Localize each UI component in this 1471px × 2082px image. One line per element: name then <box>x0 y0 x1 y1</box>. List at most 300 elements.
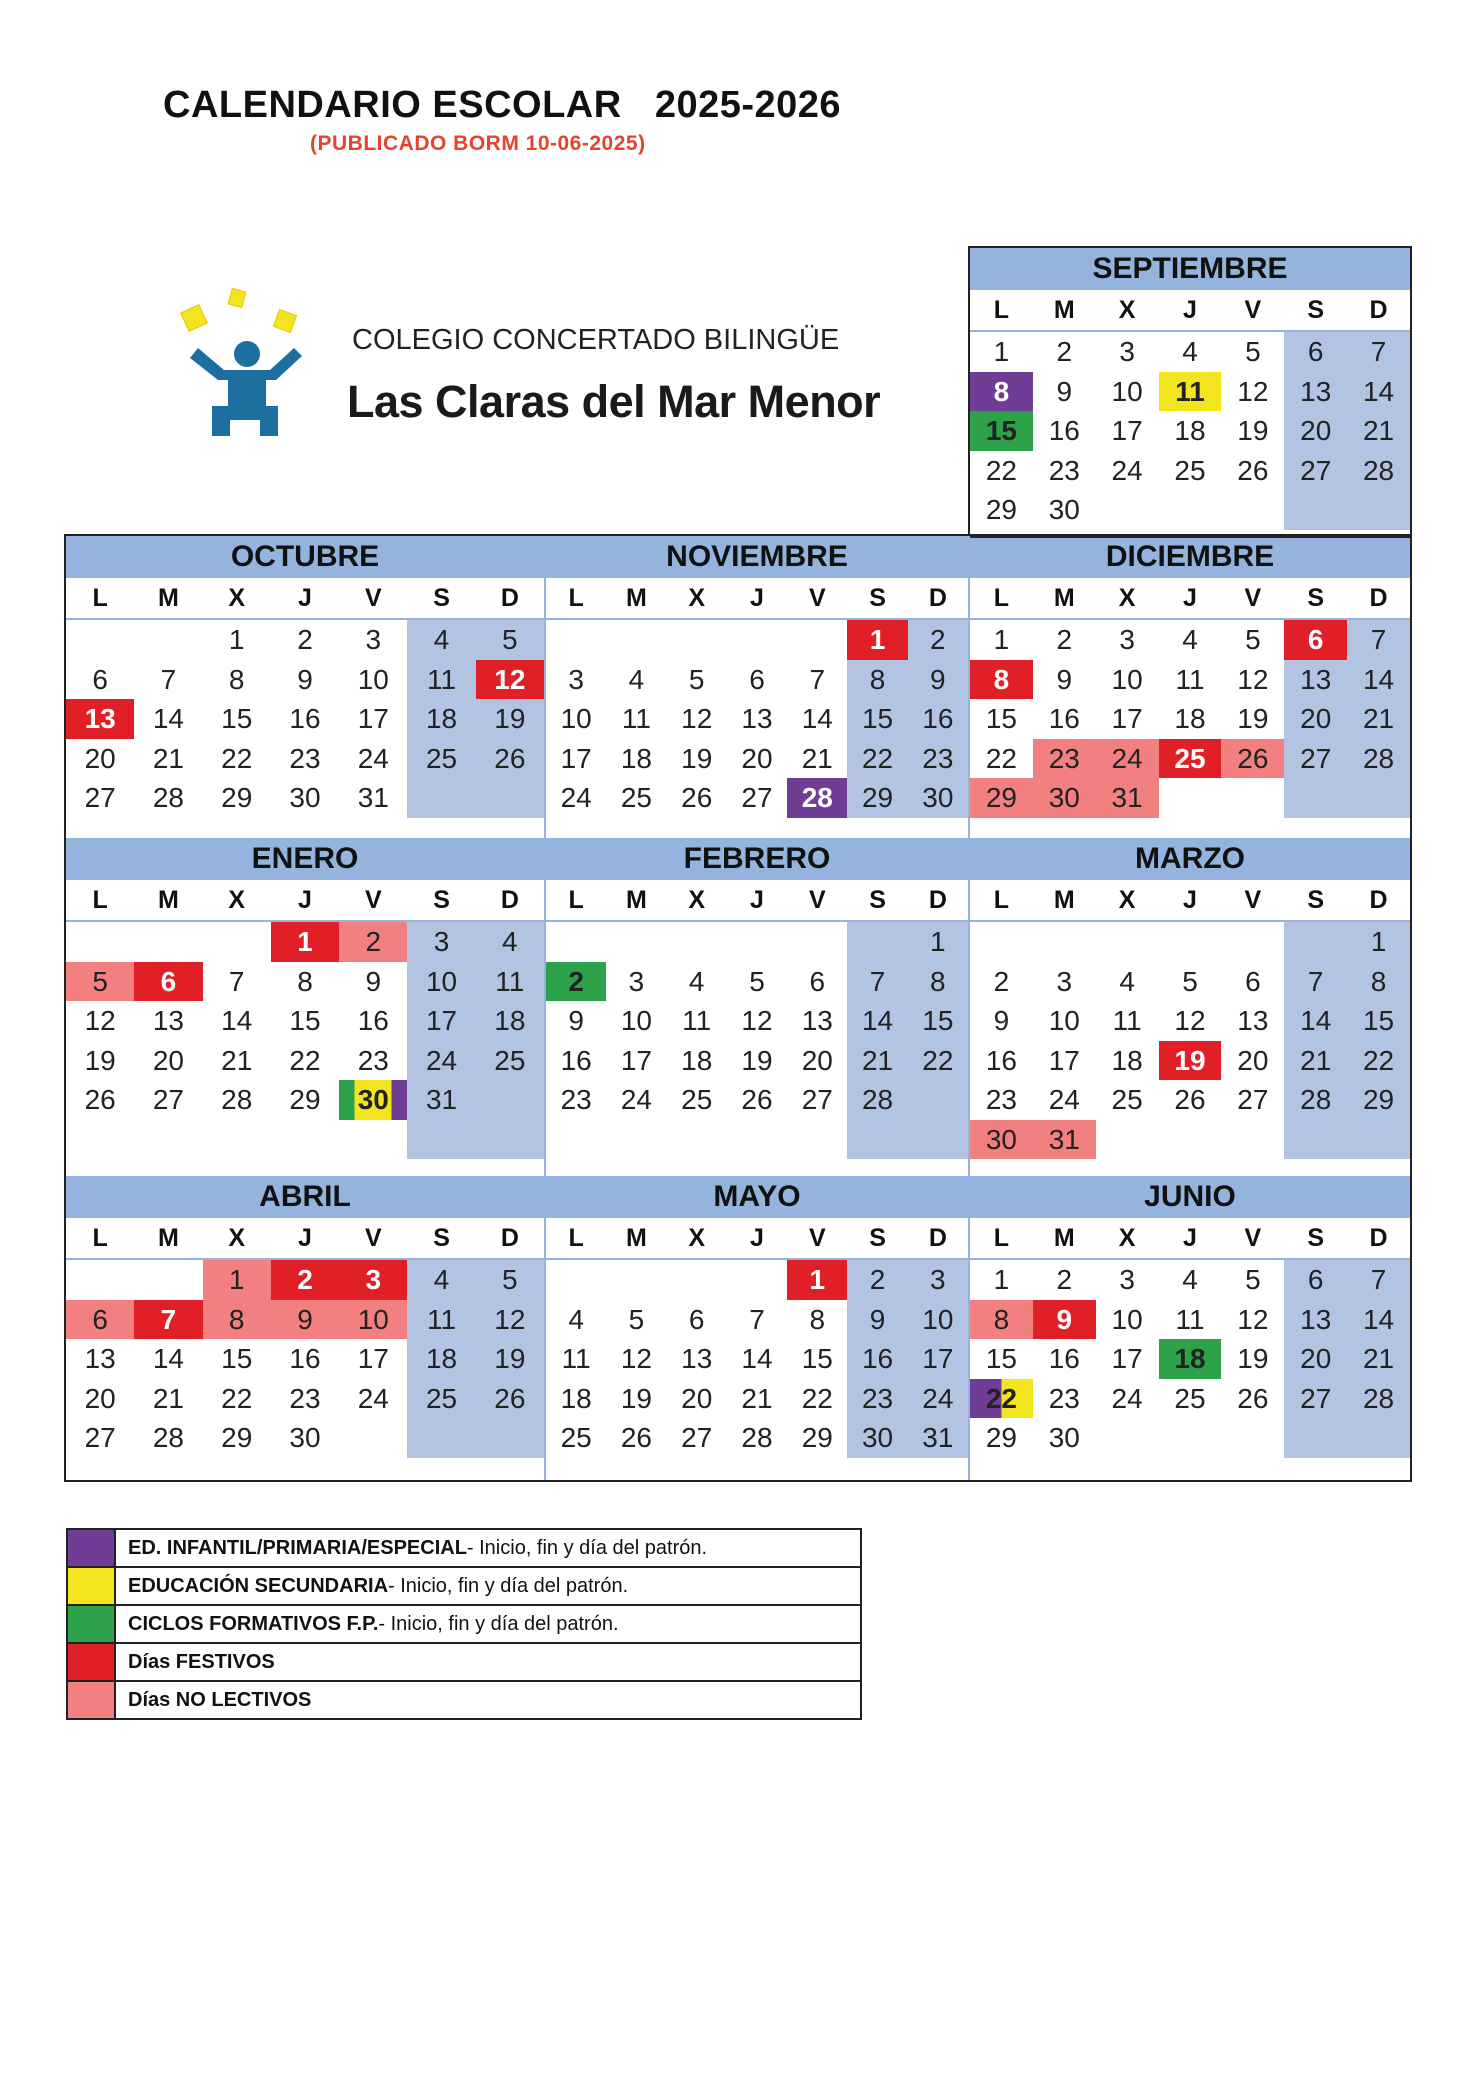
day-cell: 27 <box>741 782 773 813</box>
month-febrero <box>546 838 968 1159</box>
day-cell: 25 <box>1174 1382 1206 1414</box>
day-cell: 28 <box>152 782 184 813</box>
day-cell: 29 <box>985 494 1017 525</box>
day-cell: 9 <box>568 1005 584 1036</box>
day-cell: 8 <box>809 1303 826 1335</box>
empty-cell <box>606 922 666 962</box>
day-cell: 24 <box>620 1084 652 1115</box>
day-cell: 27 <box>1284 451 1347 491</box>
day-cell: 11 <box>1112 1005 1142 1036</box>
day-cell: 29 <box>970 778 1033 818</box>
day-cell: 21 <box>1347 1339 1410 1379</box>
weekday-label: V <box>1244 296 1262 324</box>
day-cell: 11 <box>621 703 651 734</box>
day-cell: 6 <box>1284 332 1347 372</box>
empty-cell <box>667 922 727 962</box>
empty-cell <box>667 1260 727 1300</box>
day-cell: 3 <box>1119 624 1135 655</box>
day-cell: 12 <box>1237 663 1269 695</box>
day-cell: 18 <box>1159 1339 1222 1379</box>
day-cell: 22 <box>289 1044 321 1076</box>
empty-cell <box>476 1418 544 1458</box>
day-grid <box>970 922 1410 1159</box>
day-cell: 6 <box>92 663 108 695</box>
weekday-header <box>546 880 968 922</box>
day-cell: 18 <box>1111 1044 1143 1076</box>
day-cell: 20 <box>84 1382 116 1414</box>
empty-cell <box>1221 490 1284 530</box>
legend-swatch-secundaria <box>68 1568 116 1604</box>
day-cell: 14 <box>221 1005 253 1036</box>
weekday-header <box>970 1218 1410 1260</box>
empty-cell <box>546 1260 606 1300</box>
day-cell: 27 <box>1284 1379 1347 1419</box>
day-cell: 1 <box>993 624 1010 655</box>
day-cell: 6 <box>809 965 826 997</box>
weekday-label: V <box>364 584 382 612</box>
day-cell: 7 <box>749 1303 765 1335</box>
empty-cell <box>787 922 847 962</box>
day-cell: 26 <box>1237 454 1269 486</box>
day-cell: 16 <box>1048 415 1080 446</box>
day-cell: 2 <box>297 624 313 655</box>
day-cell: 23 <box>908 739 968 779</box>
day-cell: 30 <box>289 782 321 813</box>
day-cell: 10 <box>560 703 592 734</box>
day-cell: 15 <box>985 703 1017 734</box>
day-cell: 20 <box>1284 1339 1347 1379</box>
day-cell: 12 <box>84 1005 116 1036</box>
day-cell: 26 <box>1237 1382 1269 1414</box>
day-cell: 10 <box>407 962 475 1002</box>
month-diciembre <box>970 536 1410 818</box>
day-cell: 7 <box>847 962 907 1002</box>
day-cell: 14 <box>1284 1001 1347 1041</box>
day-cell: 1 <box>908 922 968 962</box>
day-cell: 2 <box>339 922 407 962</box>
day-cell: 11 <box>1175 1303 1205 1335</box>
month-title: MAYO <box>546 1176 968 1218</box>
day-cell: 17 <box>1111 415 1143 446</box>
month-enero <box>66 838 544 1159</box>
day-cell: 16 <box>560 1044 592 1076</box>
day-cell: 10 <box>357 663 389 695</box>
legend-label-secundaria: EDUCACIÓN SECUNDARIA <box>128 1575 389 1597</box>
day-cell: 7 <box>1347 1260 1410 1300</box>
empty-cell <box>1284 922 1347 962</box>
day-cell: 25 <box>1111 1084 1143 1115</box>
day-cell: 16 <box>289 1343 321 1374</box>
day-cell: 3 <box>365 624 382 655</box>
day-cell: 25 <box>407 739 475 779</box>
legend-swatch-no-lectivos <box>68 1682 116 1718</box>
day-cell: 15 <box>847 699 907 739</box>
weekday-label: S <box>433 584 450 612</box>
day-cell: 16 <box>908 699 968 739</box>
day-cell: 26 <box>1221 739 1284 779</box>
empty-cell <box>66 1120 134 1160</box>
day-cell: 6 <box>688 1303 705 1335</box>
day-cell: 25 <box>1174 454 1206 486</box>
day-grid <box>66 922 544 1159</box>
day-cell: 16 <box>985 1044 1017 1076</box>
day-grid <box>66 1260 544 1458</box>
day-cell: 1 <box>1347 922 1410 962</box>
empty-cell <box>1159 778 1222 818</box>
day-cell: 2 <box>271 1260 339 1300</box>
day-cell: 10 <box>620 1005 652 1036</box>
weekday-label: L <box>92 584 108 612</box>
day-cell: 17 <box>1048 1044 1080 1076</box>
day-cell: 23 <box>1048 454 1080 486</box>
weekday-label: M <box>158 584 179 612</box>
empty-cell <box>407 1120 475 1160</box>
day-cell: 5 <box>1245 336 1261 367</box>
school-name: Las Claras del Mar Menor <box>347 376 881 427</box>
day-cell: 25 <box>620 782 652 813</box>
day-cell: 19 <box>620 1382 652 1414</box>
day-cell: 28 <box>1347 739 1410 779</box>
day-cell: 8 <box>908 962 968 1002</box>
day-cell: 5 <box>749 965 765 997</box>
day-cell: 4 <box>628 663 645 695</box>
legend-swatch-ciclos <box>68 1606 116 1642</box>
empty-cell <box>727 922 787 962</box>
day-cell: 7 <box>134 1300 202 1340</box>
month-title: NOVIEMBRE <box>546 536 968 578</box>
school-type: COLEGIO CONCERTADO BILINGÜE <box>352 324 840 356</box>
day-cell: 24 <box>908 1379 968 1419</box>
day-cell: 26 <box>741 1084 773 1115</box>
day-cell: 26 <box>476 1379 544 1419</box>
day-cell: 18 <box>407 699 475 739</box>
weekday-label: S <box>869 886 886 914</box>
month-title: SEPTIEMBRE <box>970 248 1410 290</box>
weekday-header <box>66 578 544 620</box>
day-cell: 14 <box>1347 660 1410 700</box>
day-cell: 12 <box>620 1343 652 1374</box>
weekday-label: M <box>1053 1224 1075 1252</box>
day-grid <box>970 332 1410 530</box>
day-cell: 4 <box>1182 1264 1198 1295</box>
legend-label-no-lectivos: Días NO LECTIVOS <box>128 1689 312 1711</box>
empty-cell <box>203 1120 271 1160</box>
day-cell: 27 <box>1237 1084 1269 1115</box>
empty-cell <box>727 1120 787 1160</box>
weekday-label: X <box>228 886 246 914</box>
day-cell: 23 <box>289 1382 321 1414</box>
day-cell: 10 <box>1048 1005 1080 1036</box>
empty-cell <box>134 922 202 962</box>
day-cell: 8 <box>203 1300 271 1340</box>
empty-cell <box>134 620 202 660</box>
publication-note: (PUBLICADO BORM 10-06-2025) <box>310 132 646 155</box>
month-title: DICIEMBRE <box>970 536 1410 578</box>
day-cell: 5 <box>1245 1264 1261 1295</box>
day-cell: 23 <box>560 1084 592 1115</box>
weekday-label: J <box>1183 886 1197 914</box>
day-cell: 27 <box>1284 739 1347 779</box>
day-cell: 13 <box>1284 372 1347 412</box>
day-cell: 15 <box>1347 1001 1410 1041</box>
day-cell: 9 <box>271 1300 339 1340</box>
weekday-label: D <box>928 886 947 914</box>
column-divider <box>968 536 970 1480</box>
day-cell: 22 <box>221 1382 253 1414</box>
day-cell: 28 <box>1347 451 1410 491</box>
empty-cell <box>1159 1418 1222 1458</box>
weekday-label: X <box>688 584 706 612</box>
empty-cell <box>407 778 475 818</box>
empty-cell <box>66 1260 134 1300</box>
day-cell: 15 <box>801 1343 833 1374</box>
weekday-label: V <box>1244 1224 1262 1252</box>
empty-cell <box>476 1120 544 1160</box>
day-cell: 17 <box>407 1001 475 1041</box>
day-cell: 19 <box>1237 415 1269 446</box>
day-cell: 9 <box>1056 663 1073 695</box>
day-cell: 24 <box>1048 1084 1080 1115</box>
day-cell: 18 <box>476 1001 544 1041</box>
empty-cell <box>476 1080 544 1120</box>
day-cell: 14 <box>1347 372 1410 412</box>
day-cell: 10 <box>1111 1303 1143 1335</box>
empty-cell <box>787 620 847 660</box>
day-cell: 11 <box>407 660 475 700</box>
day-cell: 29 <box>1347 1080 1410 1120</box>
weekday-label: S <box>1307 1224 1325 1252</box>
day-cell: 22 <box>908 1041 968 1081</box>
day-cell: 8 <box>228 663 245 695</box>
day-cell: 3 <box>339 1260 407 1300</box>
weekday-label: V <box>364 886 382 914</box>
empty-cell <box>1284 490 1347 530</box>
day-cell: 21 <box>847 1041 907 1081</box>
day-cell: 20 <box>84 742 116 774</box>
day-cell: 16 <box>1048 1343 1080 1374</box>
day-cell: 12 <box>476 660 544 700</box>
day-cell: 22 <box>985 742 1017 774</box>
day-cell: 30 <box>1033 778 1096 818</box>
legend-row-festivos <box>68 1644 860 1682</box>
day-grid <box>546 1260 968 1458</box>
weekday-label: S <box>1307 886 1325 914</box>
month-noviembre <box>546 536 968 818</box>
day-cell: 27 <box>681 1422 713 1453</box>
day-cell: 9 <box>1056 375 1073 407</box>
empty-cell <box>271 1120 339 1160</box>
day-cell: 1 <box>993 1264 1010 1295</box>
day-cell: 13 <box>1284 660 1347 700</box>
month-mayo <box>546 1176 968 1458</box>
legend-swatch-infantil <box>68 1530 116 1566</box>
legend-desc-secundaria: - Inicio, fin y día del patrón. <box>388 1575 629 1597</box>
day-cell: 6 <box>749 663 765 695</box>
day-cell: 1 <box>787 1260 847 1300</box>
day-cell: 17 <box>357 1343 389 1374</box>
day-cell: 17 <box>908 1339 968 1379</box>
empty-cell <box>546 922 606 962</box>
weekday-label: J <box>750 584 764 612</box>
day-cell: 4 <box>568 1303 584 1335</box>
day-cell: 14 <box>152 703 184 734</box>
day-cell: 29 <box>289 1084 321 1115</box>
day-grid <box>970 1260 1410 1458</box>
month-title: FEBRERO <box>546 838 968 880</box>
empty-cell <box>970 922 1033 962</box>
legend-swatch-festivos <box>68 1644 116 1680</box>
day-cell: 8 <box>1347 962 1410 1002</box>
weekday-label: D <box>1369 584 1388 612</box>
day-grid <box>66 620 544 818</box>
legend-label-ciclos: CICLOS FORMATIVOS F.P. <box>128 1613 379 1635</box>
day-cell: 26 <box>476 739 544 779</box>
weekday-label: D <box>928 1224 947 1252</box>
weekday-label: J <box>1183 1224 1197 1252</box>
day-cell: 10 <box>339 1300 407 1340</box>
day-cell: 18 <box>681 1044 713 1076</box>
day-cell: 23 <box>289 742 321 774</box>
day-cell: 19 <box>476 1339 544 1379</box>
weekday-label: X <box>688 1224 706 1252</box>
empty-cell <box>339 1418 407 1458</box>
day-cell: 11 <box>1175 663 1205 695</box>
weekday-label: X <box>228 584 246 612</box>
empty-cell <box>1347 1120 1410 1160</box>
day-cell: 24 <box>357 1382 389 1414</box>
day-cell: 10 <box>908 1300 968 1340</box>
day-cell: 14 <box>801 703 833 734</box>
month-septiembre <box>970 248 1410 530</box>
weekday-label: V <box>1244 886 1262 914</box>
day-cell: 25 <box>560 1422 592 1453</box>
day-cell: 28 <box>1347 1379 1410 1419</box>
weekday-label: L <box>92 1224 108 1252</box>
day-cell: 31 <box>1033 1120 1096 1160</box>
day-cell: 3 <box>1056 965 1073 997</box>
day-cell: 16 <box>357 1005 389 1036</box>
day-cell: 27 <box>801 1084 833 1115</box>
day-cell: 30 <box>970 1120 1033 1160</box>
day-cell: 22 <box>847 739 907 779</box>
weekday-label: S <box>433 1224 450 1252</box>
day-cell: 11 <box>407 1300 475 1340</box>
day-cell: 28 <box>741 1422 773 1453</box>
day-cell: 12 <box>1237 1303 1269 1335</box>
day-cell: 2 <box>1056 1264 1073 1295</box>
day-cell: 2 <box>908 620 968 660</box>
day-cell: 8 <box>847 660 907 700</box>
day-cell: 13 <box>152 1005 184 1036</box>
day-cell: 21 <box>741 1382 773 1414</box>
weekday-label: X <box>228 1224 246 1252</box>
month-octubre <box>66 536 544 818</box>
weekday-header <box>970 880 1410 922</box>
day-cell: 1 <box>203 1260 271 1300</box>
day-grid <box>970 620 1410 818</box>
empty-cell <box>727 620 787 660</box>
day-cell: 8 <box>970 660 1033 700</box>
day-cell: 22 <box>970 1379 1033 1419</box>
day-cell: 12 <box>681 703 713 734</box>
empty-cell <box>606 1260 666 1300</box>
day-cell: 22 <box>1347 1041 1410 1081</box>
day-cell: 21 <box>152 742 184 774</box>
weekday-label: X <box>1118 296 1136 324</box>
day-cell: 24 <box>1111 454 1143 486</box>
empty-cell <box>847 1120 907 1160</box>
empty-cell <box>546 620 606 660</box>
day-grid <box>546 922 968 1159</box>
day-cell: 6 <box>66 1300 134 1340</box>
weekday-label: V <box>808 886 826 914</box>
empty-cell <box>1221 1120 1284 1160</box>
legend-row-ciclos <box>68 1606 860 1644</box>
day-cell: 11 <box>561 1343 591 1374</box>
day-cell: 15 <box>221 1343 253 1374</box>
day-cell: 13 <box>801 1005 833 1036</box>
day-cell: 15 <box>985 1343 1017 1374</box>
legend-desc-ciclos: - Inicio, fin y día del patrón. <box>378 1613 619 1635</box>
day-cell: 21 <box>221 1044 253 1076</box>
day-cell: 31 <box>357 782 389 813</box>
day-cell: 24 <box>1096 739 1159 779</box>
day-cell: 28 <box>847 1080 907 1120</box>
empty-cell <box>1159 922 1222 962</box>
day-cell: 9 <box>847 1300 907 1340</box>
day-cell: 15 <box>908 1001 968 1041</box>
day-cell: 29 <box>221 1422 253 1453</box>
day-cell: 19 <box>681 742 713 774</box>
day-cell: 26 <box>1174 1084 1206 1115</box>
day-cell: 28 <box>1284 1080 1347 1120</box>
day-cell: 8 <box>970 372 1033 412</box>
day-cell: 17 <box>560 742 592 774</box>
weekday-label: V <box>808 584 826 612</box>
day-cell: 14 <box>847 1001 907 1041</box>
day-cell: 3 <box>1119 336 1135 367</box>
legend-label-infantil: ED. INFANTIL/PRIMARIA/ESPECIAL <box>128 1537 467 1559</box>
empty-cell <box>606 1120 666 1160</box>
day-cell: 18 <box>620 742 652 774</box>
empty-cell <box>1347 1418 1410 1458</box>
month-title: MARZO <box>970 838 1410 880</box>
empty-cell <box>1221 922 1284 962</box>
day-cell: 12 <box>1237 375 1269 407</box>
weekday-label: J <box>750 1224 764 1252</box>
day-cell: 19 <box>84 1044 116 1076</box>
day-cell: 6 <box>1245 965 1261 997</box>
day-cell: 16 <box>1048 703 1080 734</box>
day-cell: 7 <box>1347 332 1410 372</box>
day-cell: 13 <box>741 703 773 734</box>
empty-cell <box>1096 922 1159 962</box>
legend-desc-infantil: - Inicio, fin y día del patrón. <box>466 1537 708 1559</box>
legend-row-infantil <box>68 1530 860 1568</box>
day-cell: 7 <box>1347 620 1410 660</box>
day-cell: 30 <box>1048 1422 1080 1453</box>
weekday-label: J <box>298 584 312 612</box>
weekday-label: V <box>1244 584 1262 612</box>
empty-cell <box>908 1120 968 1160</box>
day-cell: 5 <box>476 1260 544 1300</box>
day-cell: 15 <box>289 1005 321 1036</box>
day-cell: 5 <box>628 1303 645 1335</box>
weekday-label: X <box>1118 584 1136 612</box>
day-cell: 23 <box>847 1379 907 1419</box>
day-cell: 21 <box>152 1382 184 1414</box>
day-cell: 2 <box>993 965 1010 997</box>
